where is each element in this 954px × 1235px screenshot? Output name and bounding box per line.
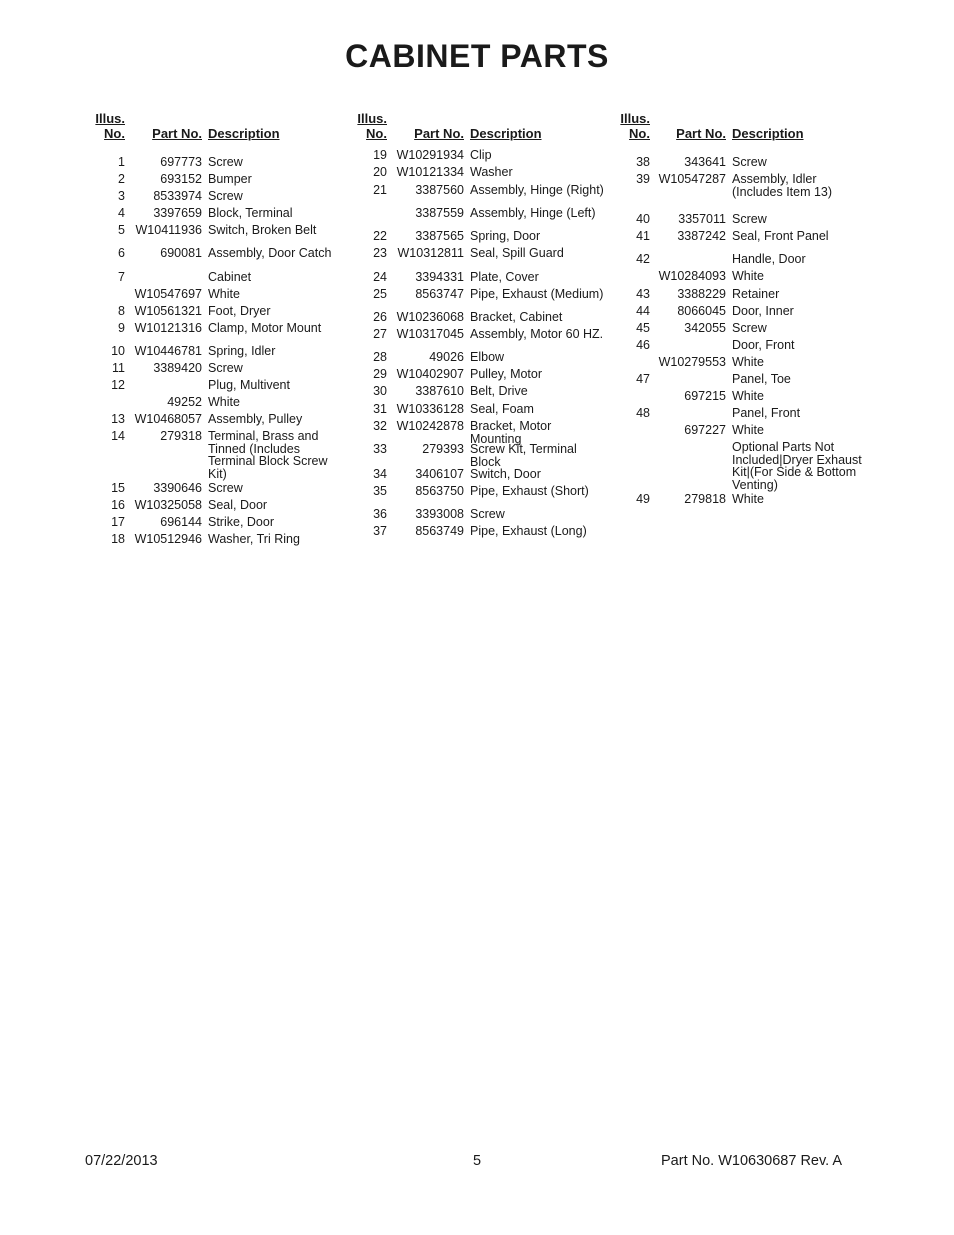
part-description: Panel, Front bbox=[732, 406, 801, 420]
illus-number: 22 bbox=[373, 229, 387, 243]
part-number: W10512946 bbox=[134, 532, 202, 546]
header-illus: Illus. bbox=[620, 111, 650, 126]
part-number: W10121316 bbox=[134, 321, 202, 335]
part-number: W10402907 bbox=[396, 367, 464, 381]
part-description: Plate, Cover bbox=[470, 270, 539, 284]
part-number: W10312811 bbox=[397, 246, 464, 260]
part-description: Terminal, Brass and Tinned (Includes Terminal Block Screw Kit) bbox=[208, 429, 328, 481]
illus-number: 2 bbox=[118, 172, 125, 186]
illus-number: 3 bbox=[118, 189, 125, 203]
header-illus: Illus. bbox=[95, 111, 125, 126]
part-description: Seal, Spill Guard bbox=[470, 246, 564, 260]
header-illus-no: No. bbox=[366, 126, 387, 141]
part-description: Elbow bbox=[470, 350, 505, 364]
part-number: W10317045 bbox=[396, 327, 464, 341]
footer-part-number: Part No. W10630687 Rev. A bbox=[661, 1153, 843, 1169]
illus-number: 40 bbox=[636, 212, 650, 226]
part-number: W10446781 bbox=[134, 344, 202, 358]
illus-number: 47 bbox=[636, 372, 650, 386]
part-description: Cabinet bbox=[208, 270, 252, 284]
header-part-no: Part No. bbox=[414, 126, 464, 141]
part-number: 342055 bbox=[684, 321, 726, 335]
illus-number: 25 bbox=[373, 287, 387, 301]
part-number: W10291934 bbox=[396, 148, 464, 162]
illus-number: 4 bbox=[118, 206, 125, 220]
part-description: White bbox=[208, 395, 240, 409]
illus-number: 16 bbox=[111, 498, 125, 512]
part-number: 697227 bbox=[684, 423, 726, 437]
part-description: Washer bbox=[470, 165, 513, 179]
header-part-no: Part No. bbox=[676, 126, 726, 141]
illus-number: 10 bbox=[111, 344, 125, 358]
part-number: W10336128 bbox=[396, 402, 464, 416]
part-number: 3387559 bbox=[415, 206, 464, 220]
part-description: Washer, Tri Ring bbox=[208, 532, 300, 546]
illus-number: 12 bbox=[111, 378, 125, 392]
part-number: W10121334 bbox=[396, 165, 464, 179]
illus-number: 39 bbox=[636, 172, 650, 186]
part-description: Seal, Foam bbox=[470, 402, 534, 416]
part-description: Foot, Dryer bbox=[208, 304, 271, 318]
part-description: Assembly, Door Catch bbox=[208, 246, 332, 260]
part-description: Screw bbox=[732, 155, 767, 169]
part-description: White bbox=[732, 269, 764, 283]
part-number: 49252 bbox=[167, 395, 202, 409]
part-number: 690081 bbox=[160, 246, 202, 260]
illus-number: 28 bbox=[373, 350, 387, 364]
illus-number: 13 bbox=[111, 412, 125, 426]
part-description: Panel, Toe bbox=[732, 372, 791, 386]
illus-number: 49 bbox=[636, 492, 650, 506]
illus-number: 37 bbox=[373, 524, 387, 538]
part-number: W10411936 bbox=[135, 223, 202, 237]
part-number: 8066045 bbox=[677, 304, 726, 318]
part-number: 8563749 bbox=[415, 524, 464, 538]
illus-number: 7 bbox=[118, 270, 125, 284]
illus-number: 44 bbox=[636, 304, 650, 318]
illus-number: 18 bbox=[111, 532, 125, 546]
part-description: Screw bbox=[470, 507, 505, 521]
part-description: White bbox=[732, 492, 764, 506]
part-description: Pipe, Exhaust (Long) bbox=[470, 524, 587, 538]
part-number: 279318 bbox=[160, 429, 202, 443]
part-number: 3406107 bbox=[415, 467, 464, 481]
part-number: W10236068 bbox=[396, 310, 464, 324]
illus-number: 34 bbox=[373, 467, 387, 481]
header-illus: Illus. bbox=[357, 111, 387, 126]
part-description: Screw bbox=[208, 189, 243, 203]
part-number: W10242878 bbox=[396, 419, 464, 433]
illus-number: 14 bbox=[111, 429, 125, 443]
part-description: Assembly, Motor 60 HZ. bbox=[470, 327, 604, 341]
part-description: Screw bbox=[208, 481, 243, 495]
illus-number: 36 bbox=[373, 507, 387, 521]
part-number: 696144 bbox=[160, 515, 202, 529]
part-description: Switch, Door bbox=[470, 467, 541, 481]
part-description: Screw bbox=[732, 212, 767, 226]
part-number: 3390646 bbox=[153, 481, 202, 495]
part-number: W10284093 bbox=[658, 269, 726, 283]
part-description: Clamp, Motor Mount bbox=[208, 321, 322, 335]
part-description: Assembly, Idler (Includes Item 13) bbox=[732, 172, 833, 199]
illus-number: 45 bbox=[636, 321, 650, 335]
illus-number: 21 bbox=[373, 183, 387, 197]
header-part-no: Part No. bbox=[152, 126, 202, 141]
illus-number: 46 bbox=[636, 338, 650, 352]
part-description: White bbox=[732, 389, 764, 403]
part-number: 3387610 bbox=[415, 384, 464, 398]
part-number: 8563750 bbox=[415, 484, 464, 498]
part-description: Pulley, Motor bbox=[470, 367, 543, 381]
part-number: 3387560 bbox=[415, 183, 464, 197]
header-description: Description bbox=[208, 126, 280, 141]
illus-number: 20 bbox=[373, 165, 387, 179]
part-number: 3393008 bbox=[415, 507, 464, 521]
illus-number: 27 bbox=[373, 327, 387, 341]
part-description: White bbox=[732, 355, 764, 369]
part-number: 279818 bbox=[684, 492, 726, 506]
part-number: W10325058 bbox=[134, 498, 202, 512]
part-number: 3388229 bbox=[677, 287, 726, 301]
illus-number: 24 bbox=[373, 270, 387, 284]
part-description: Pipe, Exhaust (Medium) bbox=[470, 287, 604, 301]
part-number: 3397659 bbox=[153, 206, 202, 220]
part-number: 3394331 bbox=[415, 270, 464, 284]
illus-number: 6 bbox=[118, 246, 125, 260]
part-number: W10547287 bbox=[658, 172, 726, 186]
part-number: 279393 bbox=[422, 442, 464, 456]
illus-number: 43 bbox=[636, 287, 650, 301]
illus-number: 29 bbox=[373, 367, 387, 381]
part-number: 343641 bbox=[684, 155, 726, 169]
part-description: Screw bbox=[208, 361, 243, 375]
part-description: Pipe, Exhaust (Short) bbox=[470, 484, 589, 498]
part-description: Strike, Door bbox=[208, 515, 274, 529]
part-description: Door, Front bbox=[732, 338, 795, 352]
part-number: 8533974 bbox=[153, 189, 202, 203]
part-description: White bbox=[732, 423, 764, 437]
part-number: 3389420 bbox=[153, 361, 202, 375]
part-description: Bracket, Cabinet bbox=[470, 310, 563, 324]
part-description: Plug, Multivent bbox=[208, 378, 290, 392]
page-title: CABINET PARTS bbox=[345, 38, 609, 74]
part-description: Spring, Door bbox=[470, 229, 541, 243]
part-number: W10547697 bbox=[134, 287, 202, 301]
part-number: 3357011 bbox=[678, 212, 726, 226]
illus-number: 31 bbox=[373, 402, 387, 416]
illus-number: 26 bbox=[373, 310, 387, 324]
part-description: Bracket, Motor Mounting bbox=[470, 419, 552, 446]
part-number: 3387565 bbox=[415, 229, 464, 243]
parts-column-3 bbox=[0, 0, 954, 600]
part-number: W10279553 bbox=[658, 355, 726, 369]
part-number: W10468057 bbox=[134, 412, 202, 426]
illus-number: 42 bbox=[636, 252, 650, 266]
part-description: Spring, Idler bbox=[208, 344, 276, 358]
illus-number: 11 bbox=[112, 361, 125, 375]
part-number: W10561321 bbox=[134, 304, 202, 318]
part-description: Switch, Broken Belt bbox=[208, 223, 317, 237]
illus-number: 17 bbox=[111, 515, 125, 529]
part-description: Bumper bbox=[208, 172, 252, 186]
illus-number: 32 bbox=[373, 419, 387, 433]
part-description: Screw bbox=[208, 155, 243, 169]
part-number: 693152 bbox=[160, 172, 202, 186]
illus-number: 33 bbox=[373, 442, 387, 456]
part-description: White bbox=[208, 287, 240, 301]
illus-number: 48 bbox=[636, 406, 650, 420]
part-description: Block, Terminal bbox=[208, 206, 293, 220]
illus-number: 35 bbox=[373, 484, 387, 498]
part-description: Retainer bbox=[732, 287, 780, 301]
illus-number: 8 bbox=[118, 304, 125, 318]
illus-number: 15 bbox=[111, 481, 125, 495]
header-description: Description bbox=[470, 126, 542, 141]
part-description: Clip bbox=[470, 148, 492, 162]
part-description: Belt, Drive bbox=[470, 384, 528, 398]
part-description: Optional Parts Not Included|Dryer Exhaust Kit|(For Side & Bottom Venting) bbox=[732, 440, 862, 492]
header-description: Description bbox=[732, 126, 804, 141]
part-description: Seal, Front Panel bbox=[732, 229, 829, 243]
illus-number: 30 bbox=[373, 384, 387, 398]
part-number: 8563747 bbox=[415, 287, 464, 301]
part-number: 49026 bbox=[429, 350, 464, 364]
footer-page-number: 5 bbox=[473, 1153, 482, 1169]
illus-number: 41 bbox=[636, 229, 650, 243]
illus-number: 5 bbox=[118, 223, 125, 237]
part-description: Seal, Door bbox=[208, 498, 268, 512]
part-number: 697215 bbox=[684, 389, 726, 403]
part-description: Screw bbox=[732, 321, 767, 335]
illus-number: 38 bbox=[636, 155, 650, 169]
part-number: 697773 bbox=[160, 155, 202, 169]
part-description: Assembly, Pulley bbox=[208, 412, 303, 426]
header-illus-no: No. bbox=[104, 126, 125, 141]
part-description: Assembly, Hinge (Left) bbox=[470, 206, 596, 220]
part-number: 3387242 bbox=[677, 229, 726, 243]
part-description: Door, Inner bbox=[732, 304, 794, 318]
illus-number: 19 bbox=[373, 148, 387, 162]
part-description: Screw Kit, Terminal Block bbox=[470, 442, 577, 469]
illus-number: 9 bbox=[118, 321, 125, 335]
footer-date: 07/22/2013 bbox=[85, 1153, 158, 1169]
illus-number: 23 bbox=[373, 246, 387, 260]
header-illus-no: No. bbox=[629, 126, 650, 141]
part-description: Handle, Door bbox=[732, 252, 806, 266]
part-description: Assembly, Hinge (Right) bbox=[470, 183, 604, 197]
illus-number: 1 bbox=[118, 155, 125, 169]
